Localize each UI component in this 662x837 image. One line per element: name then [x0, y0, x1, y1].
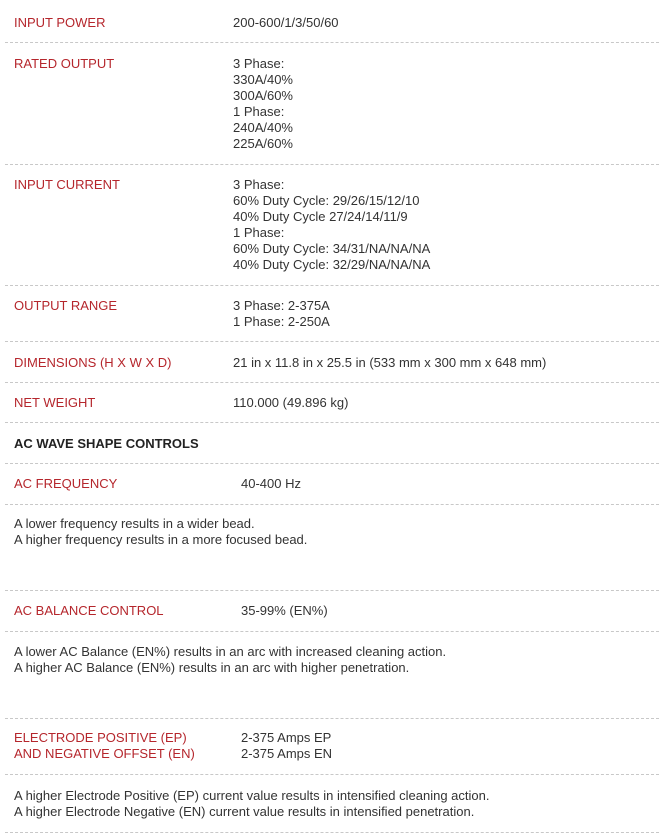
value-line: 200-600/1/3/50/60 [233, 15, 339, 30]
ac-balance-description [14, 644, 446, 676]
ac-frequency-label: AC FREQUENCY [14, 476, 118, 491]
input-power-label: INPUT POWER [14, 15, 106, 30]
input-current-label: INPUT CURRENT [14, 177, 120, 192]
value-line: 330A/40% [233, 72, 293, 87]
dimensions-label: DIMENSIONS (H X W X D) [14, 355, 172, 370]
description-line: A higher AC Balance (EN%) results in an arc with higher penetration. [14, 660, 410, 675]
divider [5, 774, 659, 775]
ac-balance-label: AC BALANCE CONTROL [14, 603, 164, 618]
ac-frequency-value: 40-400 Hz [241, 476, 301, 491]
description-line: A lower AC Balance (EN%) results in an arc with increased cleaning action. [14, 644, 447, 659]
divider [5, 631, 659, 632]
output-range-value [233, 298, 330, 330]
output-range-label: OUTPUT RANGE [14, 298, 118, 313]
value-line: 300A/60% [233, 88, 293, 103]
divider [5, 382, 659, 383]
divider [5, 590, 659, 591]
divider [5, 42, 659, 43]
value-line: 1 Phase: [233, 225, 285, 240]
value-line: 1 Phase: [233, 104, 285, 119]
value-line: 3 Phase: 2-375A [233, 298, 330, 313]
input-current-value [233, 177, 430, 273]
value-line: 40% Duty Cycle 27/24/14/11/9 [233, 209, 408, 224]
value-line: 60% Duty Cycle: 29/26/15/12/10 [233, 193, 420, 208]
value-line: 3 Phase: [233, 177, 285, 192]
rated-output-value [233, 56, 293, 152]
divider [5, 832, 659, 833]
description-line: A lower frequency results in a wider bead. [14, 516, 255, 531]
value-line: 40% Duty Cycle: 32/29/NA/NA/NA [233, 257, 431, 272]
net-weight-label: NET WEIGHT [14, 395, 96, 410]
divider [5, 463, 659, 464]
ac-balance-value: 35-99% (EN%) [241, 603, 328, 618]
divider [5, 164, 659, 165]
ep-en-offset-label [14, 730, 195, 762]
value-line: 3 Phase: [233, 56, 285, 71]
ep-en-offset-description [14, 788, 489, 820]
divider [5, 422, 659, 423]
ep-en-offset-value [241, 730, 332, 762]
value-line: 2-375 Amps EN [241, 746, 333, 761]
label-line: AND NEGATIVE OFFSET (EN) [14, 746, 195, 761]
divider [5, 285, 659, 286]
ac-frequency-description [14, 516, 307, 548]
divider [5, 504, 659, 505]
rated-output-label: RATED OUTPUT [14, 56, 115, 71]
label-line: ELECTRODE POSITIVE (EP) [14, 730, 187, 745]
value-line: 60% Duty Cycle: 34/31/NA/NA/NA [233, 241, 431, 256]
description-line: A higher Electrode Negative (EN) current value results in intensified penetration. [14, 804, 475, 819]
divider [5, 341, 659, 342]
net-weight-value [233, 395, 348, 411]
value-line: 225A/60% [233, 136, 293, 151]
value-line: 240A/40% [233, 120, 293, 135]
section-title: AC WAVE SHAPE CONTROLS [14, 436, 199, 451]
description-line: A higher Electrode Positive (EP) current value results in intensified cleaning action. [14, 788, 490, 803]
dimensions-value [233, 355, 546, 371]
value-line: 110.000 (49.896 kg) [233, 395, 349, 410]
value-line: 21 in x 11.8 in x 25.5 in (533 mm x 300 mm x 648 mm) [233, 355, 547, 370]
value-line: 2-375 Amps EP [241, 730, 332, 745]
description-line: A higher frequency results in a more focused bead. [14, 532, 308, 547]
divider [5, 718, 659, 719]
input-power-value [233, 15, 339, 31]
value-line: 1 Phase: 2-250A [233, 314, 330, 329]
